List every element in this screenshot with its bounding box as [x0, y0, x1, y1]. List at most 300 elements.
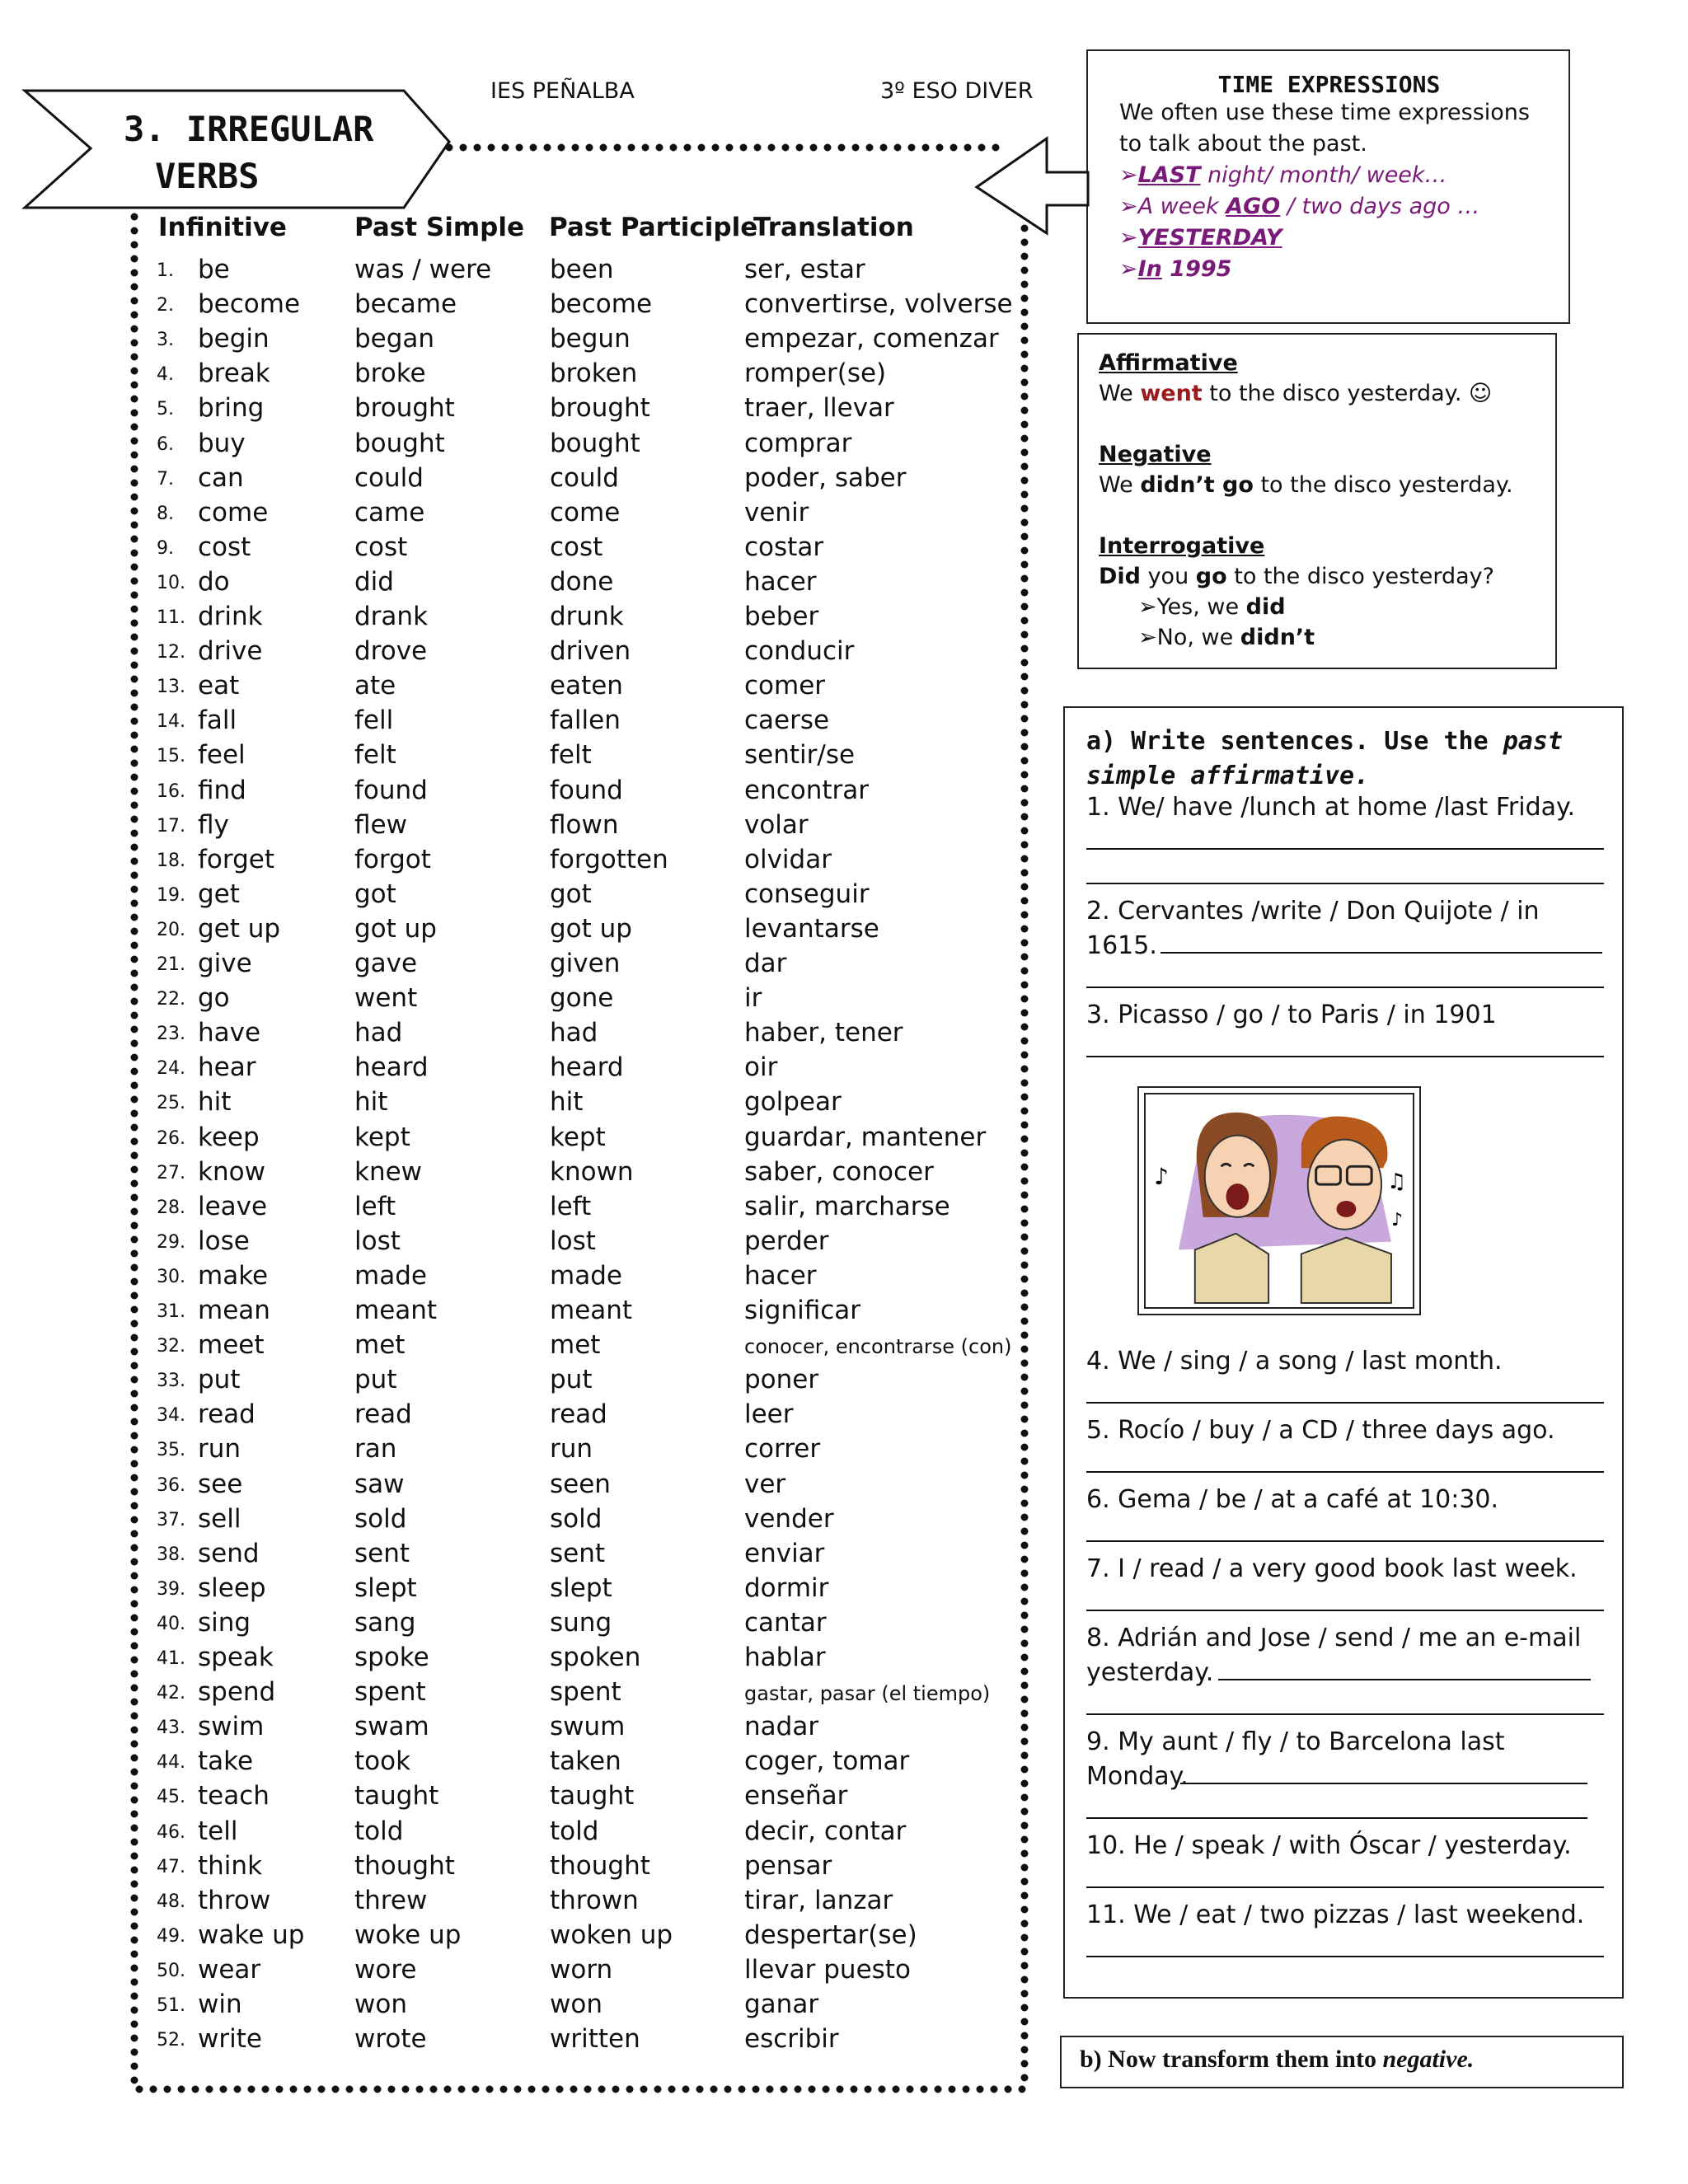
- verb-number: 15.: [157, 746, 185, 767]
- verb-translation: costar: [744, 532, 824, 562]
- verb-row: [157, 1816, 1022, 1851]
- verb-translation: significar: [744, 1296, 861, 1325]
- verb-past-participle: won: [550, 1990, 603, 2019]
- verb-past-simple: found: [354, 775, 428, 805]
- verb-past-participle: put: [550, 1365, 593, 1395]
- verb-past-participle: fallen: [550, 705, 621, 736]
- verb-translation: volar: [744, 809, 809, 840]
- verb-translation: romper(se): [744, 359, 887, 389]
- verb-infinitive: run: [198, 1434, 241, 1465]
- exercise-item-7: 7. I / read / a very good book last week.: [1086, 1554, 1578, 1583]
- answer-line[interactable]: [1218, 1679, 1591, 1680]
- verb-translation: gastar, pasar (el tiempo): [744, 1682, 991, 1706]
- verb-past-simple: cost: [354, 532, 408, 562]
- verb-past-participle: given: [550, 949, 621, 978]
- verb-row: [157, 740, 1022, 775]
- verb-past-participle: got up: [550, 913, 632, 944]
- verb-past-participle: broken: [550, 359, 638, 389]
- verb-past-participle: woken up: [550, 1919, 673, 1950]
- verb-row: [157, 1365, 1022, 1399]
- verb-number: 20.: [157, 919, 185, 940]
- verb-number: 1.: [157, 260, 174, 281]
- verb-number: 14.: [157, 711, 185, 733]
- verb-past-simple: got up: [354, 913, 437, 944]
- verb-translation: sentir/se: [744, 740, 856, 771]
- verb-past-participle: swum: [550, 1712, 626, 1742]
- course-name: 3º ESO DIVER: [880, 78, 1034, 104]
- verb-infinitive: see: [198, 1469, 243, 1499]
- verb-infinitive: meet: [198, 1330, 265, 1361]
- negative-example: We didn’t go to the disco yesterday.: [1099, 472, 1513, 498]
- verb-row: [157, 671, 1022, 705]
- verb-past-simple: flew: [354, 809, 407, 840]
- verb-number: 24.: [157, 1058, 185, 1080]
- verb-number: 28.: [157, 1197, 185, 1218]
- verb-infinitive: do: [198, 566, 230, 597]
- affirmative-label: Affirmative: [1099, 350, 1238, 376]
- exercise-item-9: 9. My aunt / fly / to Barcelona last: [1086, 1727, 1505, 1756]
- verb-past-participle: gone: [550, 983, 614, 1014]
- verb-row: [157, 845, 1022, 879]
- verb-number: 6.: [157, 434, 174, 455]
- verb-row: [157, 532, 1022, 567]
- verb-number: 19.: [157, 884, 185, 906]
- verb-past-simple: drank: [354, 602, 429, 631]
- verb-row: [157, 1192, 1022, 1226]
- verb-row: [157, 1157, 1022, 1192]
- verb-row: [157, 1122, 1022, 1157]
- verb-past-participle: driven: [550, 636, 631, 667]
- verb-past-simple: broke: [354, 359, 426, 389]
- verb-past-participle: seen: [550, 1469, 611, 1499]
- verb-infinitive: break: [198, 359, 270, 389]
- exercise-item-6: 6. Gema / be / at a café at 10:30.: [1086, 1485, 1499, 1514]
- verb-infinitive: find: [198, 775, 246, 805]
- verb-infinitive: sleep: [198, 1572, 266, 1603]
- verb-row: [157, 810, 1022, 845]
- interrogative-label: Interrogative: [1099, 533, 1265, 559]
- school-name: IES PEÑALBA: [490, 78, 635, 104]
- exercise-a-title: a) Write sentences. Use the past simple affirmative.: [1086, 727, 1563, 790]
- verb-number: 34.: [157, 1405, 185, 1427]
- verb-infinitive: know: [198, 1156, 265, 1187]
- verb-past-participle: cost: [550, 532, 603, 562]
- verb-number: 8.: [157, 503, 174, 524]
- verb-infinitive: leave: [198, 1191, 268, 1221]
- verb-translation: conseguir: [744, 879, 870, 909]
- verb-translation: saber, conocer: [744, 1156, 934, 1187]
- verb-translation: beber: [744, 602, 819, 631]
- singing-illustration-frame: [1137, 1086, 1421, 1315]
- verb-infinitive: send: [198, 1538, 260, 1568]
- verb-infinitive: mean: [198, 1296, 270, 1325]
- time-expressions-intro: We often use these time expressions to talk about the past.: [1119, 100, 1530, 157]
- verb-past-participle: drunk: [550, 602, 624, 631]
- verb-past-simple: saw: [354, 1469, 405, 1499]
- verb-past-simple: sent: [354, 1538, 410, 1568]
- verb-past-simple: spent: [354, 1677, 426, 1708]
- verb-past-simple: kept: [354, 1122, 410, 1152]
- verb-translation: hacer: [744, 1260, 817, 1291]
- negative-label: Negative: [1099, 442, 1212, 467]
- verb-translation: perder: [744, 1226, 829, 1256]
- verb-infinitive: think: [198, 1850, 263, 1881]
- verb-number: 31.: [157, 1301, 185, 1322]
- verb-translation: escribir: [744, 2024, 839, 2055]
- verb-infinitive: bring: [198, 393, 265, 424]
- verb-translation: nadar: [744, 1712, 819, 1742]
- verb-number: 25.: [157, 1093, 185, 1114]
- verb-past-simple: won: [354, 1990, 407, 2019]
- verb-row: [157, 567, 1022, 602]
- answer-line[interactable]: [1086, 1956, 1604, 1957]
- verb-past-simple: became: [354, 289, 457, 320]
- exercise-a-box: [1063, 706, 1624, 1999]
- verb-past-simple: could: [354, 462, 424, 493]
- verb-past-simple: threw: [354, 1885, 428, 1915]
- verb-infinitive: begin: [198, 324, 270, 354]
- verb-translation: hacer: [744, 566, 817, 597]
- verb-past-simple: went: [354, 983, 418, 1014]
- exercise-item-9-cont: Monday.: [1086, 1762, 1189, 1791]
- verb-number: 10.: [157, 572, 185, 593]
- verb-past-participle: met: [550, 1330, 601, 1361]
- verb-translation: olvidar: [744, 844, 832, 874]
- verb-translation: leer: [744, 1399, 794, 1430]
- verb-number: 51.: [157, 1995, 185, 2016]
- verb-past-simple: drove: [354, 636, 428, 667]
- verb-number: 23.: [157, 1024, 185, 1045]
- verb-number: 11.: [157, 607, 185, 628]
- verb-row: [157, 1469, 1022, 1504]
- verb-number: 5.: [157, 399, 174, 420]
- time-expressions-box: [1086, 49, 1570, 324]
- verb-past-participle: worn: [550, 1954, 613, 1985]
- verb-infinitive: write: [198, 2024, 262, 2055]
- verb-past-participle: sent: [550, 1538, 606, 1568]
- verb-number: 45.: [157, 1787, 185, 1808]
- verb-past-simple: put: [354, 1365, 397, 1395]
- exercise-item-5: 5. Rocío / buy / a CD / three days ago.: [1086, 1416, 1555, 1445]
- verb-translation: vender: [744, 1503, 834, 1534]
- verb-past-simple: did: [354, 566, 394, 597]
- verb-past-participle: made: [550, 1260, 622, 1291]
- verb-translation: encontrar: [744, 775, 870, 805]
- verb-number: 7.: [157, 468, 174, 490]
- answer-line[interactable]: [1086, 883, 1604, 884]
- verb-row: [157, 1226, 1022, 1261]
- answer-line[interactable]: [1086, 1886, 1604, 1888]
- verb-row: [157, 1330, 1022, 1365]
- verb-infinitive: lose: [198, 1226, 250, 1256]
- verb-infinitive: be: [198, 255, 230, 284]
- verb-row: [157, 949, 1022, 983]
- verb-row: [157, 879, 1022, 914]
- verb-number: 41.: [157, 1648, 185, 1669]
- verb-infinitive: throw: [198, 1885, 271, 1915]
- verb-past-participle: written: [550, 2024, 640, 2055]
- exercise-b-box: [1060, 2036, 1624, 2088]
- time-expr-in-year: ➢In 1995: [1119, 256, 1232, 282]
- verb-translation: decir, contar: [744, 1816, 907, 1846]
- verb-infinitive: speak: [198, 1643, 274, 1672]
- short-answer-no: ➢No, we didn’t: [1138, 625, 1315, 650]
- verb-row: [157, 636, 1022, 671]
- verb-row: [157, 2024, 1022, 2059]
- exercise-item-2-cont: 1615.: [1086, 931, 1157, 960]
- verb-translation: comer: [744, 671, 826, 701]
- verb-number: 36.: [157, 1474, 185, 1496]
- verb-infinitive: give: [198, 949, 252, 978]
- verb-infinitive: hit: [198, 1087, 232, 1118]
- exercise-item-1: 1. We/ have /lunch at home /last Friday.: [1086, 793, 1576, 822]
- verb-number: 21.: [157, 954, 185, 975]
- answer-line[interactable]: [1086, 987, 1604, 988]
- verb-number: 52.: [157, 2030, 185, 2051]
- verb-past-simple: ate: [354, 671, 396, 701]
- verb-past-participle: sung: [550, 1607, 612, 1638]
- verb-past-simple: knew: [354, 1156, 423, 1187]
- time-expressions-title: TIME EXPRESSIONS: [1217, 71, 1441, 98]
- verb-past-simple: heard: [354, 1052, 429, 1083]
- verb-past-participle: taught: [550, 1781, 635, 1811]
- verb-number: 16.: [157, 780, 185, 802]
- verb-infinitive: have: [198, 1018, 261, 1048]
- verb-past-simple: taught: [354, 1781, 439, 1811]
- affirmative-example: We went to the disco yesterday. ☺: [1099, 381, 1493, 406]
- verb-translation: guardar, mantener: [744, 1122, 987, 1152]
- verb-translation: convertirse, volverse: [744, 289, 1013, 320]
- answer-line[interactable]: [1086, 848, 1604, 850]
- exercise-item-4: 4. We / sing / a song / last month.: [1086, 1347, 1503, 1376]
- verb-row: [157, 914, 1022, 949]
- verb-infinitive: read: [198, 1399, 256, 1430]
- verb-row: [157, 1920, 1022, 1955]
- verb-infinitive: sell: [198, 1503, 241, 1534]
- verb-row: [157, 324, 1022, 359]
- verb-infinitive: put: [198, 1365, 241, 1395]
- verb-infinitive: take: [198, 1746, 254, 1777]
- verb-row: [157, 463, 1022, 498]
- answer-line[interactable]: [1086, 1540, 1604, 1542]
- verb-translation: conducir: [744, 636, 855, 667]
- exercise-item-3: 3. Picasso / go / to Paris / in 1901: [1086, 1001, 1497, 1029]
- verb-past-participle: thought: [550, 1850, 650, 1881]
- verb-number: 12.: [157, 642, 185, 663]
- verb-translation: haber, tener: [744, 1018, 903, 1048]
- verb-past-participle: done: [550, 566, 614, 597]
- exercise-b-title: b) Now transform them into: [1080, 2046, 1383, 2073]
- verb-row: [157, 255, 1022, 289]
- verb-row: [157, 1434, 1022, 1469]
- answer-line[interactable]: [1086, 1610, 1604, 1611]
- verb-row: [157, 1573, 1022, 1608]
- verb-past-participle: brought: [550, 393, 650, 424]
- verb-infinitive: buy: [198, 428, 246, 458]
- verb-translation: venir: [744, 497, 809, 527]
- verb-past-participle: eaten: [550, 671, 623, 701]
- verb-translation: dormir: [744, 1572, 829, 1603]
- verb-number: 48.: [157, 1891, 185, 1912]
- verb-number: 50.: [157, 1960, 185, 1981]
- svg-text:♫: ♫: [1386, 1169, 1407, 1195]
- verb-past-simple: swam: [354, 1712, 429, 1742]
- verb-number: 9.: [157, 537, 174, 559]
- verb-infinitive: cost: [198, 532, 251, 562]
- exercise-item-11: 11. We / eat / two pizzas / last weekend.: [1086, 1900, 1585, 1929]
- verb-past-simple: took: [354, 1746, 411, 1777]
- verb-row: [157, 602, 1022, 636]
- verb-past-participle: hit: [550, 1087, 584, 1118]
- verb-number: 33.: [157, 1371, 185, 1392]
- verb-translation: traer, llevar: [744, 393, 894, 424]
- time-expr-yesterday: ➢YESTERDAY: [1119, 225, 1282, 251]
- answer-line[interactable]: [1086, 1713, 1604, 1715]
- verb-translation: empezar, comenzar: [744, 324, 999, 354]
- verb-past-simple: sang: [354, 1607, 416, 1638]
- verb-past-simple: read: [354, 1399, 412, 1430]
- verb-number: 42.: [157, 1683, 185, 1704]
- verb-row: [157, 1261, 1022, 1296]
- verb-past-simple: was / were: [354, 255, 492, 284]
- verb-row: [157, 1539, 1022, 1573]
- verb-row: [157, 1990, 1022, 2024]
- verb-translation: tirar, lanzar: [744, 1885, 893, 1915]
- verb-infinitive: spend: [198, 1677, 276, 1708]
- verb-infinitive: get up: [198, 913, 281, 944]
- verb-past-simple: wore: [354, 1954, 417, 1985]
- answer-line[interactable]: [1086, 1056, 1604, 1057]
- verb-past-participle: had: [550, 1018, 598, 1048]
- exercise-item-10: 10. He / speak / with Óscar / yesterday.: [1086, 1831, 1572, 1860]
- verb-row: [157, 1955, 1022, 1990]
- verb-row: [157, 1886, 1022, 1920]
- verb-past-participle: come: [550, 497, 621, 527]
- exercise-item-2: 2. Cervantes /write / Don Quijote / in: [1086, 897, 1540, 926]
- verb-translation: hablar: [744, 1643, 826, 1672]
- singers-drawing: [1146, 1094, 1413, 1307]
- verb-infinitive: come: [198, 497, 269, 527]
- singing-illustration: [1144, 1093, 1414, 1309]
- verb-past-participle: read: [550, 1399, 607, 1430]
- verb-past-participle: kept: [550, 1122, 606, 1152]
- verb-number: 13.: [157, 677, 185, 698]
- verb-past-participle: been: [550, 255, 614, 284]
- verb-infinitive: go: [198, 983, 230, 1014]
- verb-translation: llevar puesto: [744, 1954, 911, 1985]
- verb-infinitive: sing: [198, 1607, 251, 1638]
- verb-translation: coger, tomar: [744, 1746, 910, 1777]
- verb-translation: salir, marcharse: [744, 1191, 950, 1221]
- verb-past-simple: met: [354, 1330, 406, 1361]
- verb-past-simple: slept: [354, 1572, 417, 1603]
- short-answer-yes: ➢Yes, we did: [1138, 594, 1286, 620]
- verb-translation: conocer, encontrarse (con): [744, 1335, 1012, 1359]
- verb-infinitive: make: [198, 1260, 269, 1291]
- verb-translation: ganar: [744, 1990, 819, 2019]
- answer-line[interactable]: [1086, 1817, 1587, 1819]
- verb-past-participle: begun: [550, 324, 631, 354]
- verb-translation: ir: [744, 983, 762, 1014]
- answer-line[interactable]: [1086, 1471, 1604, 1473]
- verb-infinitive: win: [198, 1990, 242, 2019]
- svg-text:♪: ♪: [1390, 1209, 1403, 1230]
- verb-past-simple: told: [354, 1816, 404, 1846]
- verb-infinitive: wake up: [198, 1919, 305, 1950]
- verb-infinitive: wear: [198, 1954, 261, 1985]
- verb-row: [157, 1052, 1022, 1087]
- svg-text:♪: ♪: [1154, 1163, 1169, 1191]
- verb-past-simple: lost: [354, 1226, 401, 1256]
- verb-past-simple: fell: [354, 705, 394, 736]
- verb-row: [157, 1781, 1022, 1816]
- verb-past-participle: found: [550, 775, 623, 805]
- answer-line[interactable]: [1086, 1402, 1604, 1404]
- exercise-item-8: 8. Adrián and Jose / send / me an e-mail: [1086, 1624, 1582, 1652]
- verb-row: [157, 393, 1022, 428]
- verb-translation: golpear: [744, 1087, 842, 1118]
- verb-number: 49.: [157, 1925, 185, 1947]
- verb-infinitive: teach: [198, 1781, 270, 1811]
- verb-past-simple: gave: [354, 949, 418, 978]
- verb-number: 35.: [157, 1440, 185, 1461]
- verb-past-simple: thought: [354, 1850, 455, 1881]
- grammar-box: [1077, 333, 1557, 669]
- verb-past-simple: brought: [354, 393, 455, 424]
- verb-past-simple: sold: [354, 1503, 407, 1534]
- verb-translation: enviar: [744, 1538, 825, 1568]
- answer-line[interactable]: [1160, 952, 1602, 954]
- verb-number: 47.: [157, 1856, 185, 1877]
- col-past-simple: Past Simple: [354, 213, 524, 242]
- verb-number: 32.: [157, 1336, 185, 1357]
- verb-translation: pensar: [744, 1850, 832, 1881]
- verb-row: [157, 1504, 1022, 1539]
- verb-translation: enseñar: [744, 1781, 848, 1811]
- verb-past-participle: become: [550, 289, 653, 320]
- verb-past-simple: meant: [354, 1296, 438, 1325]
- verb-infinitive: forget: [198, 844, 274, 874]
- verb-past-simple: wrote: [354, 2024, 427, 2055]
- verb-row: [157, 776, 1022, 810]
- answer-line[interactable]: [1180, 1783, 1587, 1784]
- verb-past-participle: got: [550, 879, 592, 909]
- verb-past-participle: left: [550, 1191, 592, 1221]
- col-infinitive: Infinitive: [158, 213, 287, 242]
- verb-number: 22.: [157, 989, 185, 1010]
- verb-row: [157, 1851, 1022, 1886]
- verb-past-participle: flown: [550, 809, 619, 840]
- verb-translation: poner: [744, 1365, 819, 1395]
- verb-infinitive: feel: [198, 740, 246, 771]
- verb-past-participle: lost: [550, 1226, 596, 1256]
- verb-number: 29.: [157, 1231, 185, 1253]
- verb-past-simple: made: [354, 1260, 427, 1291]
- verb-past-simple: ran: [354, 1434, 397, 1465]
- verb-row: [157, 1677, 1022, 1712]
- verb-past-participle: forgotten: [550, 844, 668, 874]
- verb-past-participle: run: [550, 1434, 593, 1465]
- verb-past-participle: heard: [550, 1052, 624, 1083]
- col-translation: Translation: [753, 213, 914, 242]
- verb-past-participle: thrown: [550, 1885, 639, 1915]
- verb-number: 43.: [157, 1718, 185, 1739]
- verb-number: 30.: [157, 1266, 185, 1287]
- verb-infinitive: fly: [198, 809, 229, 840]
- verb-row: [157, 1087, 1022, 1122]
- verb-translation: correr: [744, 1434, 821, 1465]
- verb-past-simple: had: [354, 1018, 403, 1048]
